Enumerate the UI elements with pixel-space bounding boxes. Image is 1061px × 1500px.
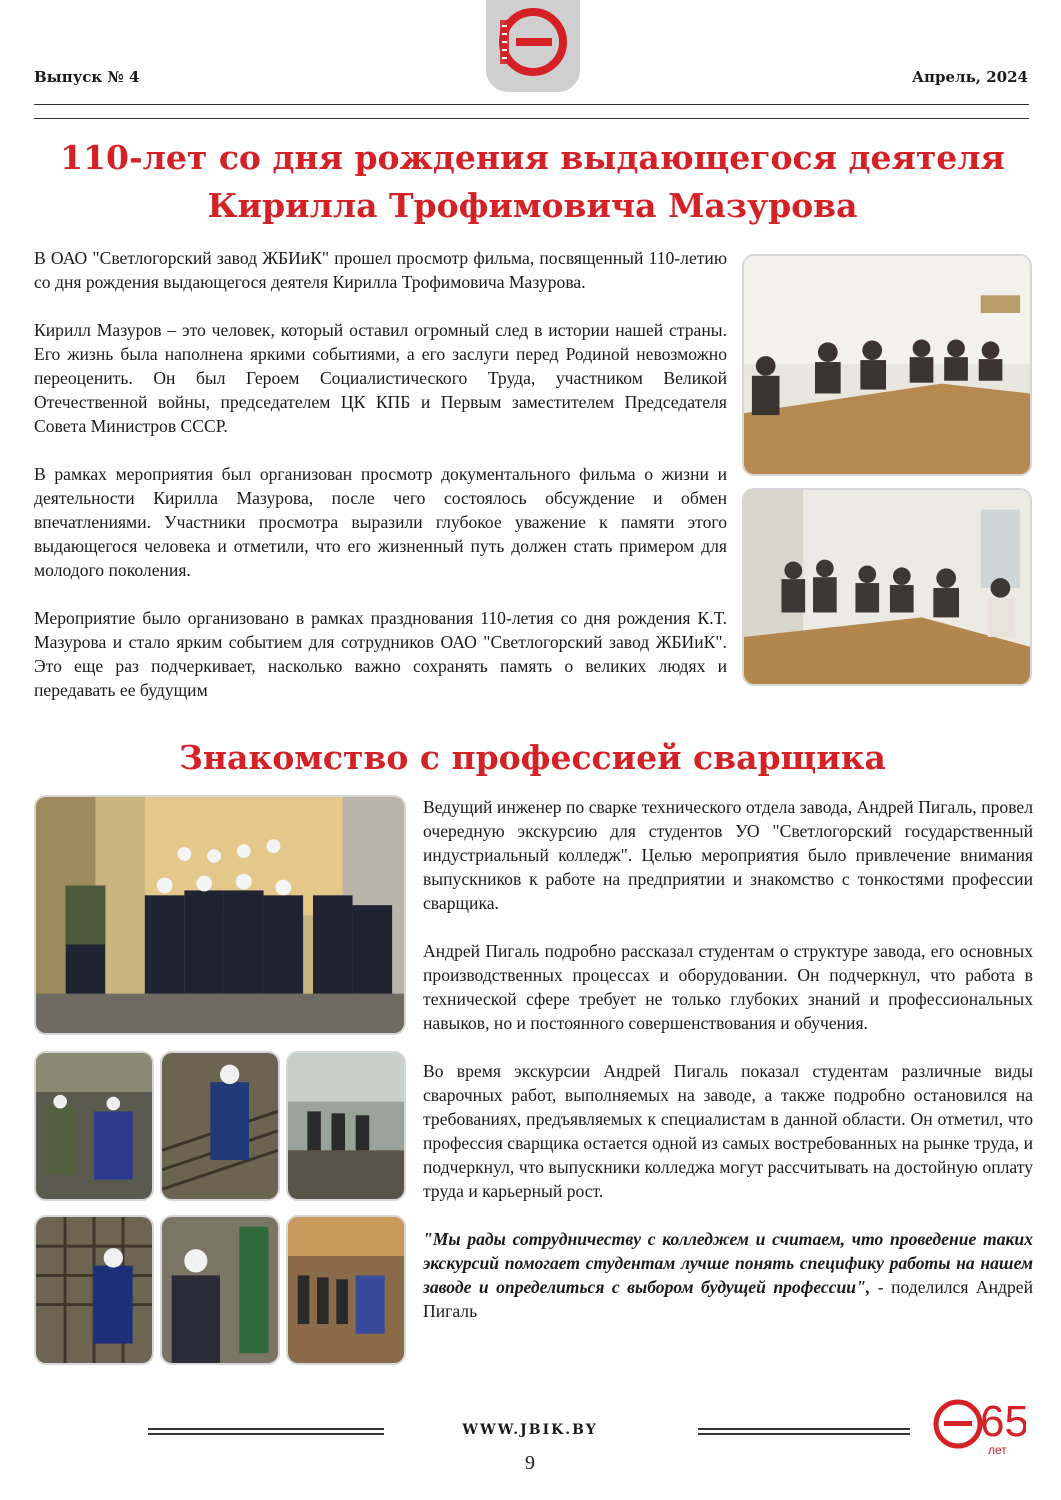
- article1-paragraph: Мероприятие было организовано в рамках празднования 110-летия со дня рождения К.Т. Мазурова и стало ярким событием для сотрудников ОАО "Светлогорский завод ЖБИиК". Это еще раз подчеркивает, насколько важно сохранять память о великих людях и передавать ее будущим: [34, 608, 727, 700]
- footer-divider-right: [698, 1428, 910, 1435]
- anniversary-65-icon: [930, 1380, 1026, 1460]
- website-link[interactable]: WWW.JBIK.BY: [462, 1422, 598, 1438]
- issue-date: Апрель, 2024: [911, 68, 1028, 86]
- article2-paragraph: Во время экскурсии Андрей Пигаль показал студентам различные виды сварочных работ, выполняемых на заводе, а также подробно остановился на требованиях, предъявляемых к специалистам в данной области. Он отметил, что профессия сварщика остается одной из самых востребованных на рынке труда, и подчеркнул, что выпускники колледжа могут рассчитывать на достойную оплату труда и карьерный рост.: [423, 1061, 1033, 1201]
- quote-attribution: - поделился Андрей Пигаль: [423, 1277, 1033, 1321]
- workshop-photo-1: [34, 1051, 154, 1201]
- article1-title-line2: Кирилла Трофимовича Мазурова: [207, 186, 858, 225]
- anniversary-label: лет: [988, 1443, 1007, 1457]
- quote-text: "Мы рады сотрудничеству с колледжем и считаем, что проведение таких экскурсий помогает студентам лучше понять специфику работы на нашем заводе и определиться с выбором будущей профессии",: [423, 1229, 1033, 1297]
- workshop-photo-5: [160, 1215, 280, 1365]
- header-divider-bottom: [34, 118, 1029, 119]
- workshop-photo-4: [34, 1215, 154, 1365]
- meeting-photo-2: [742, 488, 1032, 686]
- article1-body: [34, 246, 727, 702]
- group-photo: [34, 795, 406, 1035]
- article1-paragraph: Кирилл Мазуров – это человек, который оставил огромный след в истории нашей страны. Его жизнь была наполнена яркими событиями, а его заслуги перед Родиной невозможно переоценить. Он был Героем Социалистического Труда, участником Великой Отечественной войны, председателем ЦК КПБ и Первым заместителем Председателя Совета Министров СССР.: [34, 320, 727, 436]
- anniversary-number: 65: [980, 1397, 1026, 1446]
- article1-paragraph: В ОАО "Светлогорский завод ЖБИиК" прошел просмотр фильма, посвященный 110-летию со дня рождения выдающегося деятеля Кирилла Трофимовича Мазурова.: [34, 248, 727, 292]
- article2-paragraph: Ведущий инженер по сварке технического отдела завода, Андрей Пигаль, провел очередную экскурсию для студентов УО "Светлогорский государственный индустриальный колледж". Целью мероприятия было привлечение внимания выпускников к работе на предприятии и знакомство с тонкостями профессии сварщика.: [423, 797, 1033, 913]
- page-number: 9: [525, 1452, 535, 1474]
- meeting-photo-1: [742, 254, 1032, 476]
- workshop-photo-2: [160, 1051, 280, 1201]
- article1-title: [40, 134, 1025, 230]
- article2-paragraph: Андрей Пигаль подробно рассказал студентам о структуре завода, его основных производственных процессах и оборудовании. Он подчеркнул, что работа в технической сфере требует не только глубоких знаний и профессиональных навыков, но и постоянного совершенствования и обучения.: [423, 941, 1033, 1033]
- article1-paragraph: В рамках мероприятия был организован просмотр документального фильма о жизни и деятельности Кирилла Мазурова, после чего состоялось обсуждение и обмен впечатлениями. Участники просмотра выразили глубокое уважение к памяти этого выдающегося человека и отметили, что его жизненный путь должен стать примером для молодого поколения.: [34, 464, 727, 580]
- company-logo-icon: [486, 0, 580, 92]
- article2-title: Знакомство с профессией сварщика: [179, 738, 886, 777]
- article2-body: [423, 795, 1033, 1323]
- issue-number: Выпуск № 4: [34, 68, 140, 86]
- article1-title-line1: 110-лет со дня рождения выдающегося деятеля: [60, 138, 1005, 177]
- article2-quote: [423, 1227, 1033, 1323]
- workshop-photo-6: [286, 1215, 406, 1365]
- header-divider-top: [34, 104, 1029, 105]
- workshop-photo-3: [286, 1051, 406, 1201]
- footer-divider-left: [148, 1428, 384, 1435]
